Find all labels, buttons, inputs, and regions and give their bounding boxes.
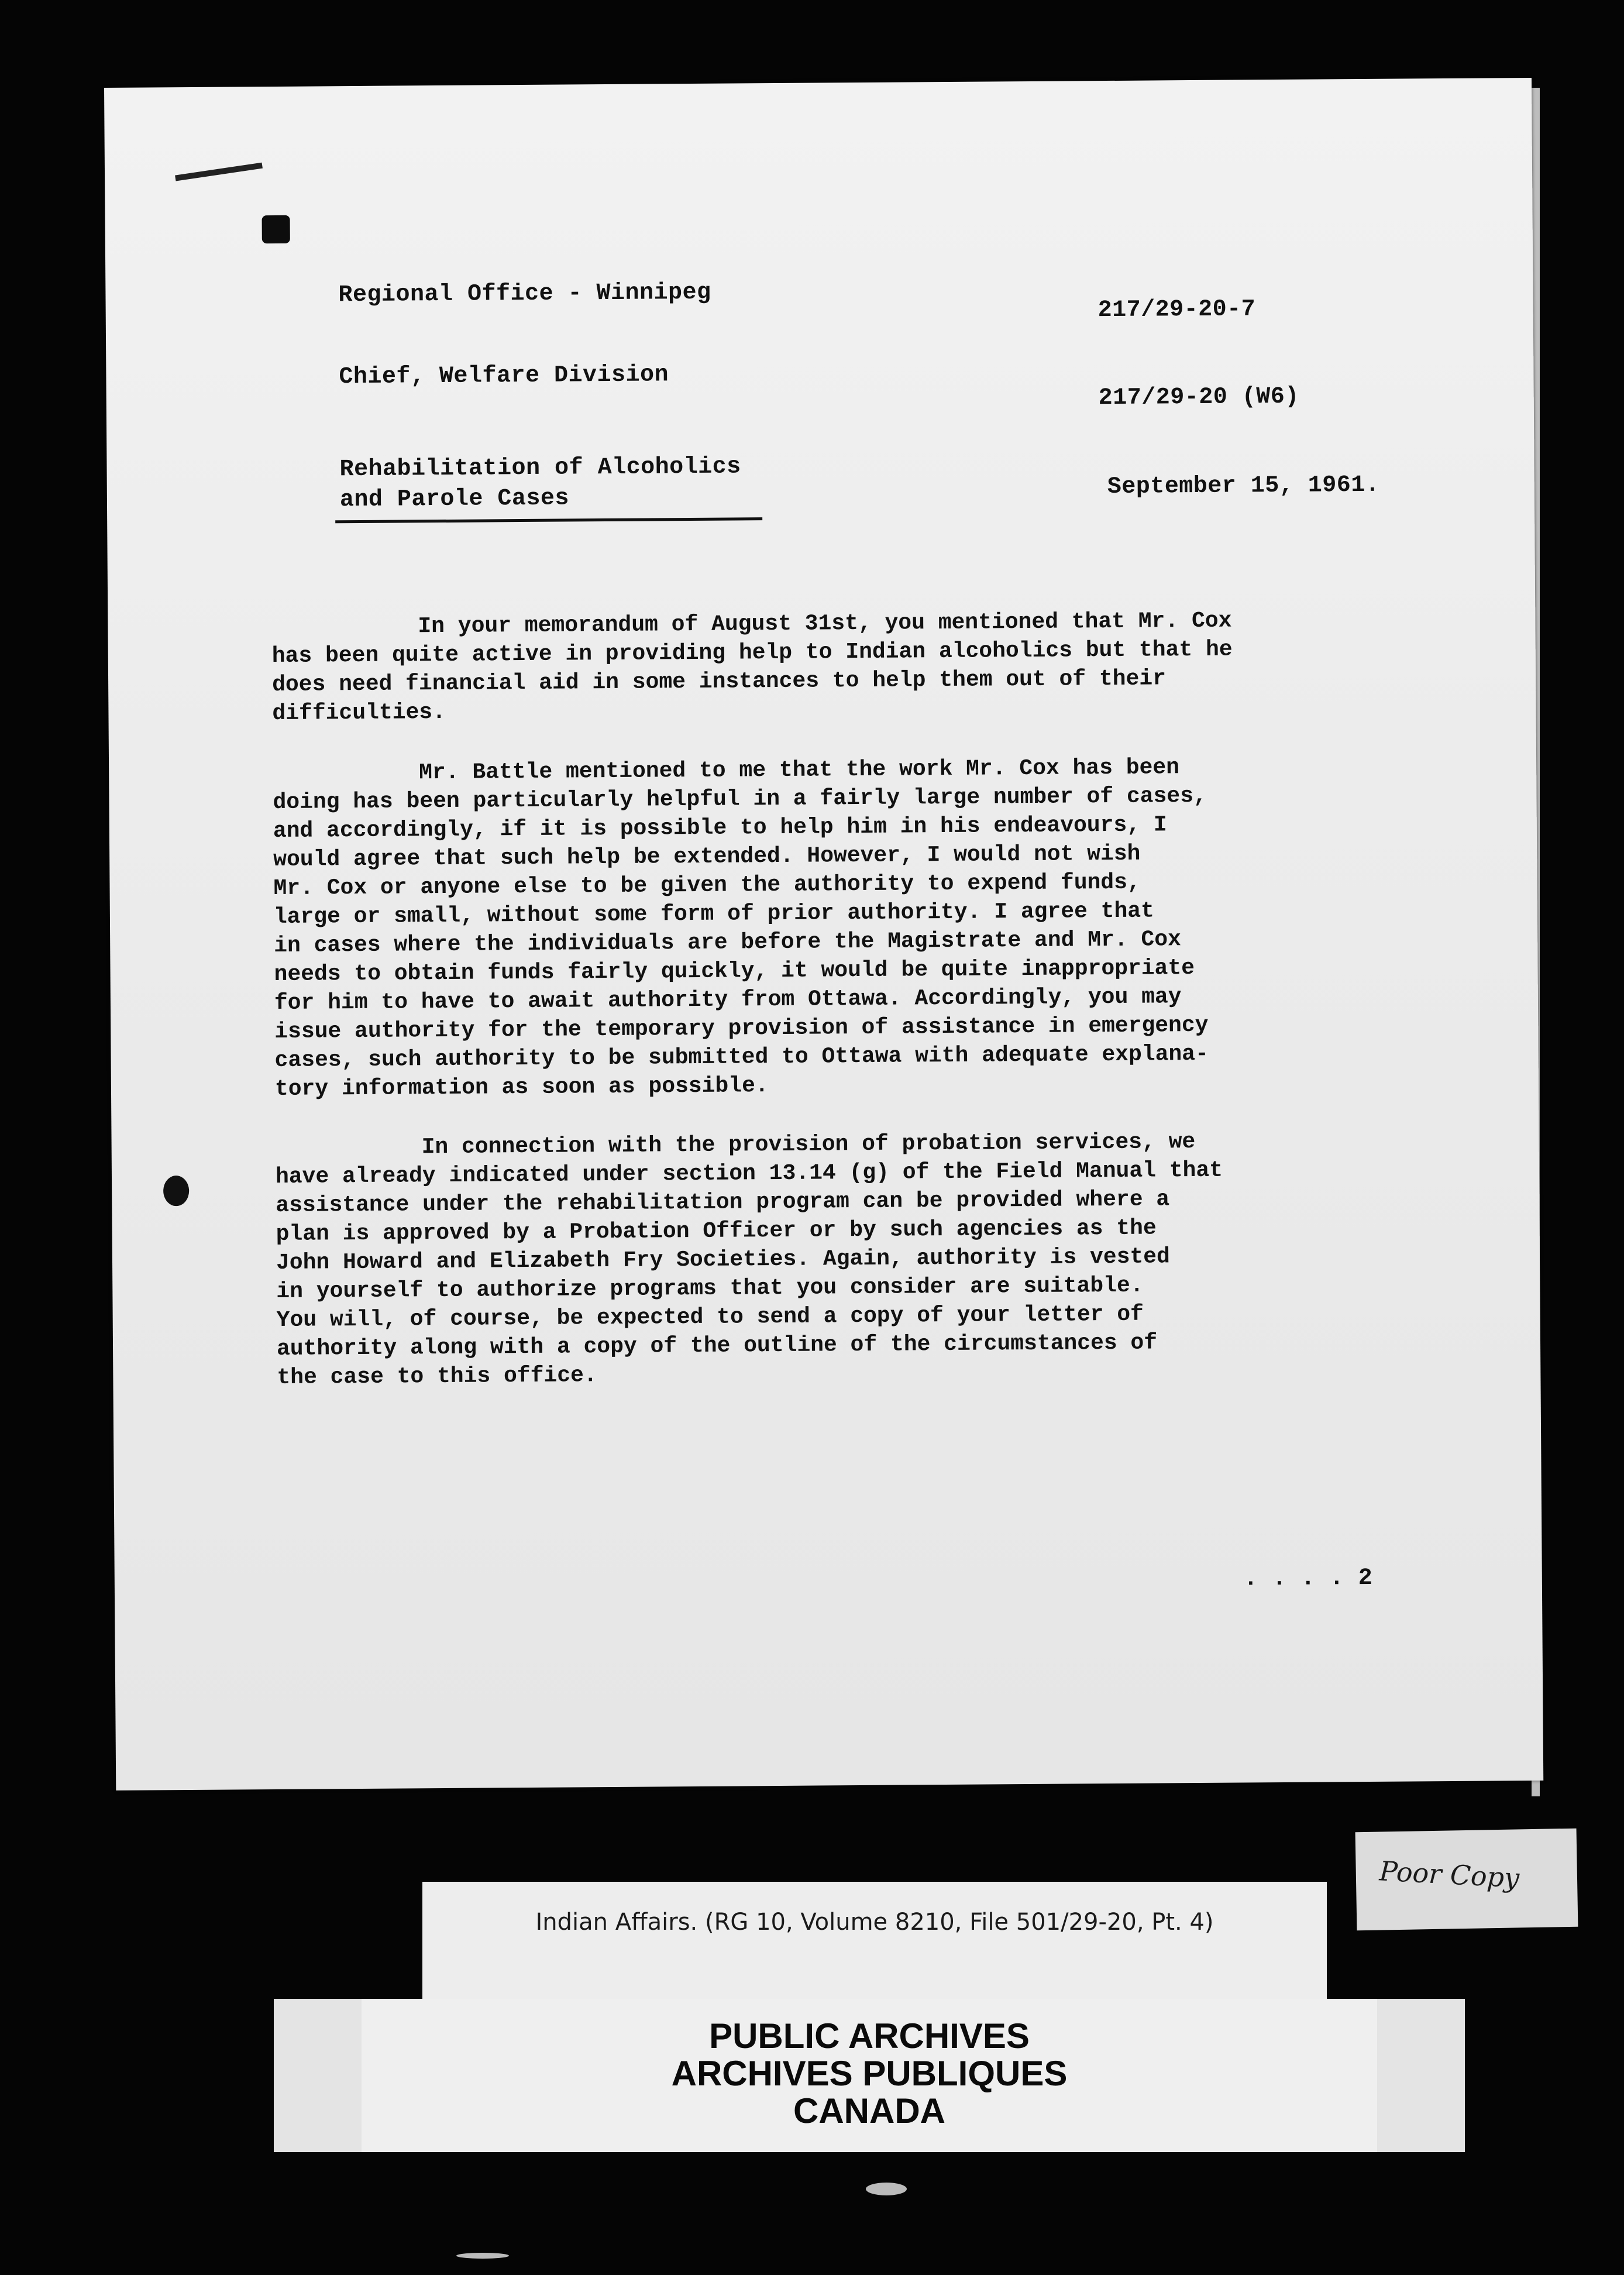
film-speck	[866, 2183, 907, 2195]
stamp-line: PUBLIC ARCHIVES	[709, 2016, 1030, 2056]
archive-caption: Indian Affairs. (RG 10, Volume 8210, File 501/29-20, Pt. 4)	[535, 1909, 1214, 1936]
text-line: plan is approved by a Probation Officer or by such agencies as the	[276, 1215, 1157, 1247]
text-line: assistance under the rehabilitation program can be provided where a	[276, 1187, 1170, 1218]
archive-stamp	[362, 1999, 1377, 2152]
memo-page	[104, 78, 1543, 1791]
text-line: You will, of course, be expected to send a copy of your letter of	[276, 1301, 1144, 1333]
continuation-marker: . . . . 2	[1243, 1565, 1373, 1593]
stamp-line: CANADA	[793, 2091, 945, 2130]
text-line: Mr. Battle mentioned to me that the work Mr. Cox has been	[419, 755, 1180, 786]
text-line: has been quite active in providing help to Indian alcoholics but that he	[271, 637, 1233, 669]
file-ref-2: 217/29-20 (W6)	[1098, 383, 1299, 412]
memo-from: Chief, Welfare Division	[339, 362, 669, 391]
paragraph-1	[271, 605, 1407, 728]
text-line: John Howard and Elizabeth Fry Societies. Again, authority is vested	[276, 1244, 1171, 1276]
text-line: difficulties.	[272, 699, 446, 727]
text-line: in yourself to authorize programs that you consider are suitable.	[276, 1273, 1144, 1304]
poor-copy-text: Poor Copy	[1378, 1855, 1520, 1894]
ink-smudge	[262, 215, 290, 243]
text-line: issue authority for the temporary provision of assistance in emergency	[274, 1012, 1209, 1045]
memo-date: September 15, 1961.	[1107, 472, 1380, 501]
subject-line: Rehabilitation of Alcoholics	[339, 453, 741, 483]
text-line: needs to obtain funds fairly quickly, it would be quite inappropriate	[274, 956, 1195, 988]
text-line: would agree that such help be extended. However, I would not wish	[273, 841, 1141, 873]
poor-copy-note	[1355, 1829, 1578, 1931]
memo-to: Regional Office - Winnipeg	[338, 279, 711, 309]
text-line: cases, such authority to be submitted to Ottawa with adequate explana-	[274, 1041, 1209, 1074]
stamp-line: ARCHIVES PUBLIQUES	[671, 2054, 1068, 2093]
paragraph-3	[275, 1126, 1412, 1392]
text-line: authority along with a copy of the outline of the circumstances of	[276, 1330, 1158, 1362]
text-line: doing has been particularly helpful in a fairly large number of cases,	[273, 783, 1207, 816]
file-ref-1: 217/29-20-7	[1097, 296, 1256, 324]
text-line: does need financial aid in some instances to help them out of their	[271, 666, 1167, 698]
ink-smudge	[175, 163, 263, 181]
text-line: Mr. Cox or anyone else to be given the authority to expend funds,	[273, 870, 1141, 902]
text-line: in cases where the individuals are before the Magistrate and Mr. Cox	[274, 927, 1182, 959]
film-speck	[456, 2253, 509, 2259]
text-line: tory information as soon as possible.	[274, 1073, 769, 1102]
text-line: have already indicated under section 13.14 (g) of the Field Manual that	[275, 1157, 1223, 1190]
text-line: large or small, without some form of prior authority. I agree that	[273, 898, 1155, 930]
archive-caption-card	[422, 1882, 1327, 2011]
memo-subject	[339, 452, 741, 516]
text-line: In connection with the provision of probation services, we	[421, 1129, 1196, 1160]
archive-stamp-card	[274, 1999, 1465, 2152]
punch-hole	[163, 1176, 189, 1206]
text-line: In your memorandum of August 31st, you mentioned that Mr. Cox	[418, 608, 1232, 640]
paragraph-2	[273, 751, 1410, 1104]
text-line: for him to have to await authority from Ottawa. Accordingly, you may	[274, 984, 1182, 1016]
subject-underline	[335, 517, 762, 523]
text-line: and accordingly, if it is possible to help him in his endeavours, I	[273, 812, 1167, 844]
subject-line: and Parole Cases	[339, 485, 570, 514]
text-line: the case to this office.	[277, 1363, 597, 1390]
